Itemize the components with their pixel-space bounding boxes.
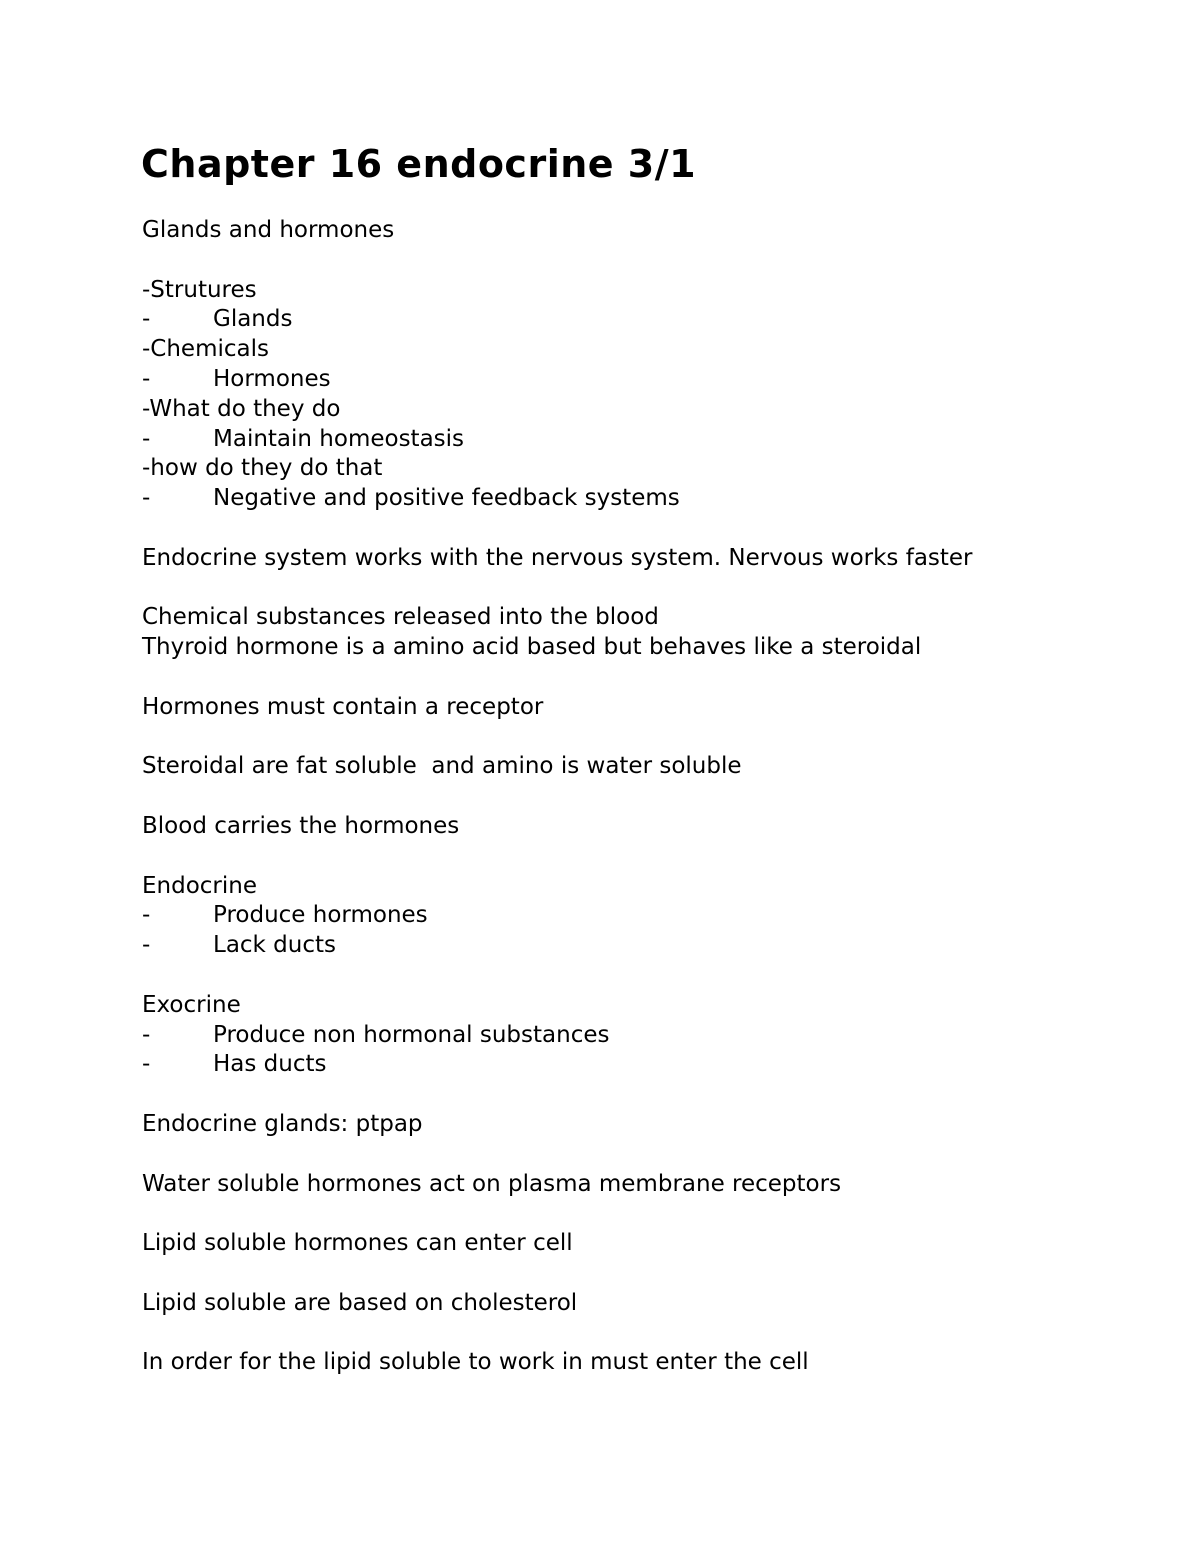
list-item <box>142 365 1032 395</box>
list-heading-what-do-they-do: -What do they do <box>142 395 341 422</box>
blank-line <box>142 723 1032 753</box>
list-item <box>142 901 1032 931</box>
list-item-text: Maintain homeostasis <box>213 425 465 452</box>
list-item <box>142 305 1032 335</box>
paragraph: Lipid soluble hormones can enter cell <box>142 1230 573 1257</box>
paragraph: Endocrine system works with the nervous system. Nervous works faster <box>142 544 973 571</box>
paragraph: Water soluble hormones act on plasma membrane receptors <box>142 1170 842 1197</box>
list-heading-endocrine: Endocrine <box>142 872 257 899</box>
paragraph: Hormones must contain a receptor <box>142 693 544 720</box>
blank-line <box>142 961 1032 991</box>
list-item <box>142 931 1032 961</box>
paragraph: Chemical substances released into the blood <box>142 604 659 631</box>
bullet-marker: - <box>142 902 151 929</box>
section-heading-glands-and-hormones: Glands and hormones <box>142 217 395 243</box>
paragraph: In order for the lipid soluble to work in must enter the cell <box>142 1349 809 1376</box>
bullet-marker: - <box>142 1051 151 1078</box>
blank-line <box>142 574 1032 604</box>
blank-line <box>142 1140 1032 1170</box>
list-item-text: Negative and positive feedback systems <box>213 485 680 512</box>
bullet-marker: - <box>142 932 151 959</box>
list-item-text: Glands <box>213 306 293 333</box>
list-item <box>142 484 1032 514</box>
list-item <box>142 1050 1032 1080</box>
bullet-marker: - <box>142 1021 151 1048</box>
list-item-text: Lack ducts <box>213 932 337 959</box>
list-heading-how-do-they-do-that: -how do they do that <box>142 455 383 482</box>
bullet-marker: - <box>142 306 151 333</box>
list-item-text: Produce non hormonal substances <box>213 1021 610 1048</box>
blank-line <box>142 1318 1032 1348</box>
paragraph: Steroidal are fat soluble and amino is water soluble <box>142 753 742 780</box>
document-body <box>142 216 1032 1378</box>
blank-line <box>142 663 1032 693</box>
blank-line <box>142 842 1032 872</box>
blank-line <box>142 246 1032 276</box>
list-heading-exocrine: Exocrine <box>142 991 241 1018</box>
bullet-marker: - <box>142 485 151 512</box>
blank-line <box>142 1259 1032 1289</box>
bullet-marker: - <box>142 425 151 452</box>
paragraph: Thyroid hormone is a amino acid based but behaves like a steroidal <box>142 634 922 661</box>
blank-line <box>142 1199 1032 1229</box>
list-item-text: Has ducts <box>213 1051 327 1078</box>
blank-line <box>142 782 1032 812</box>
bullet-marker: - <box>142 365 151 392</box>
paragraph: Lipid soluble are based on cholesterol <box>142 1289 578 1316</box>
paragraph: Blood carries the hormones <box>142 812 460 839</box>
blank-line <box>142 1080 1032 1110</box>
list-item <box>142 1021 1032 1051</box>
paragraph: Endocrine glands: ptpap <box>142 1110 423 1137</box>
page-title: Chapter 16 endocrine 3/1 <box>141 142 697 186</box>
list-heading-structures: -Strutures <box>142 276 257 303</box>
list-item-text: Hormones <box>213 365 331 392</box>
blank-line <box>142 514 1032 544</box>
list-item <box>142 425 1032 455</box>
list-item-text: Produce hormones <box>213 902 428 929</box>
list-heading-chemicals: -Chemicals <box>142 336 269 363</box>
